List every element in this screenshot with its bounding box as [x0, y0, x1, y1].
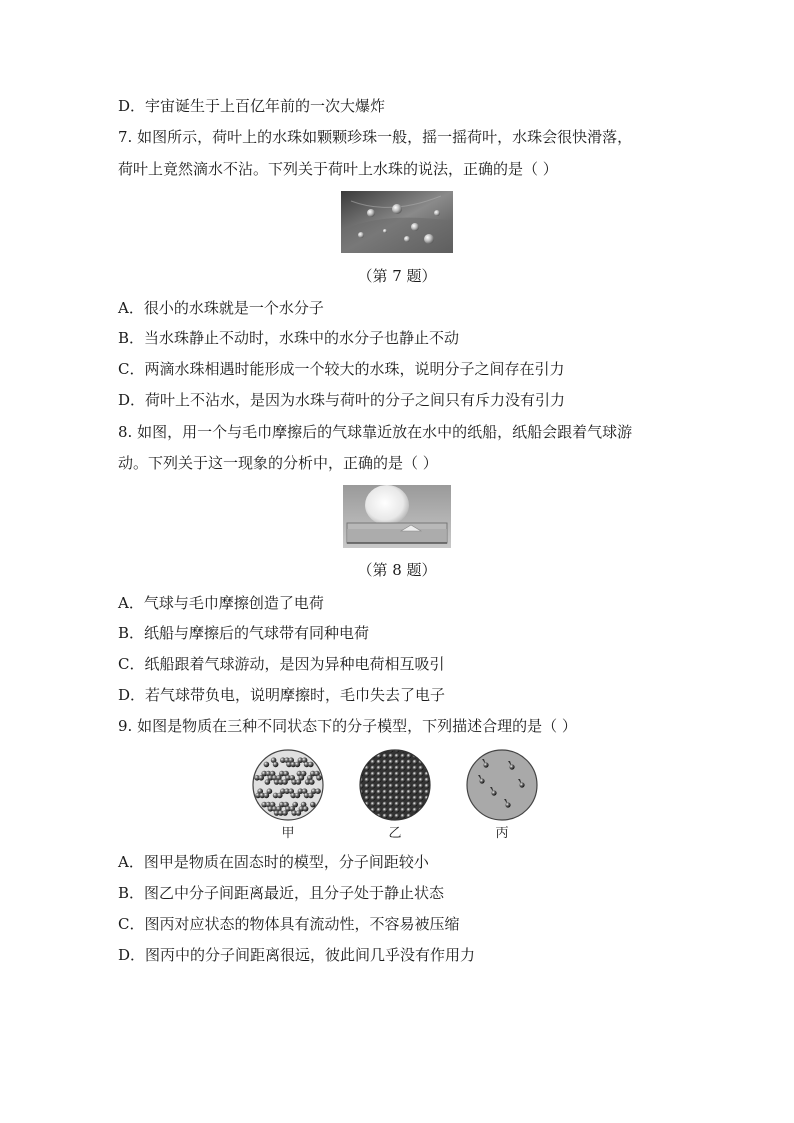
molecule-ball [277, 793, 283, 799]
q8-stem-line2: 动。下列关于这一现象的分析中，正确的是（ ） [118, 454, 438, 472]
molecule-ball [296, 810, 302, 816]
molecule-ball [303, 806, 309, 812]
q8-option-b: B．纸船与摩擦后的气球带有同种电荷 [118, 624, 370, 642]
molecule-ball [308, 762, 314, 768]
q8-option-d: D．若气球带负电，说明摩擦时，毛巾失去了电子 [118, 686, 446, 704]
molecule-ball [264, 793, 270, 799]
q9-option-c: C．图丙对应状态的物体具有流动性，不容易被压缩 [118, 915, 460, 933]
q7-option-d: D．荷叶上不沾水，是因为水珠与荷叶的分子之间只有斥力没有引力 [118, 391, 566, 409]
molecule-ball [310, 802, 316, 808]
q9-molecule-models [250, 747, 540, 827]
molecule-ball [295, 762, 301, 768]
q7-option-c: C．两滴水珠相遇时能形成一个较大的水珠，说明分子之间存在引力 [118, 360, 565, 378]
q9-label-bing: 丙 [495, 826, 509, 841]
q9-model-yi [360, 750, 430, 820]
molecule-ball [273, 762, 279, 768]
q9-label-jia: 甲 [281, 826, 295, 841]
q8-option-c: C．纸船跟着气球游动，是因为异种电荷相互吸引 [118, 655, 445, 673]
q8-balloon-boat-photo [343, 485, 451, 548]
molecule-ball [258, 775, 264, 781]
molecule-ball [295, 793, 301, 799]
q9-model-jia [253, 750, 323, 820]
molecule-ball [264, 762, 270, 768]
molecule-ball [315, 788, 321, 794]
q7-stem-line1: 7. 如图所示，荷叶上的水珠如颗颗珍珠一般，摇一摇荷叶，水珠会很快滑落， [118, 128, 633, 146]
q8-option-a: A．气球与毛巾摩擦创造了电荷 [118, 594, 324, 612]
molecule-ball [282, 810, 288, 816]
q9-option-a: A．图甲是物质在固态时的模型，分子间距较小 [118, 853, 429, 871]
q9-option-d: D．图丙中的分子间距离很远，彼此间几乎没有作用力 [118, 946, 476, 964]
q9-model-bing [467, 750, 537, 820]
q7-option-b: B．当水珠静止不动时，水珠中的水分子也静止不动 [118, 329, 460, 347]
molecule-ball [316, 775, 322, 781]
molecule-ball [309, 779, 315, 785]
molecule-ball [308, 793, 314, 799]
q8-figure-caption: （第 8 题） [357, 561, 437, 579]
q9-option-b: B．图乙中分子间距离最近，且分子处于静止状态 [118, 884, 445, 902]
q9-stem: 9. 如图是物质在三种不同状态下的分子模型，下列描述合理的是（ ） [118, 717, 577, 735]
molecule-ball [282, 779, 288, 785]
molecule-ball [296, 779, 302, 785]
q9-label-yi: 乙 [388, 826, 402, 841]
q7-option-a: A．很小的水珠就是一个水分子 [118, 299, 324, 317]
q7-figure-caption: （第 7 题） [357, 267, 437, 285]
q7-stem-line2: 荷叶上竟然滴水不沾。下列关于荷叶上水珠的说法，正确的是（ ） [118, 160, 558, 178]
q7-lotus-leaf-photo [341, 191, 453, 253]
molecule-ball [265, 779, 271, 785]
q8-stem-line1: 8. 如图，用一个与毛巾摩擦后的气球靠近放在水中的纸船，纸船会跟着气球游 [118, 423, 633, 441]
q6-option-d: D．宇宙诞生于上百亿年前的一次大爆炸 [118, 97, 386, 115]
